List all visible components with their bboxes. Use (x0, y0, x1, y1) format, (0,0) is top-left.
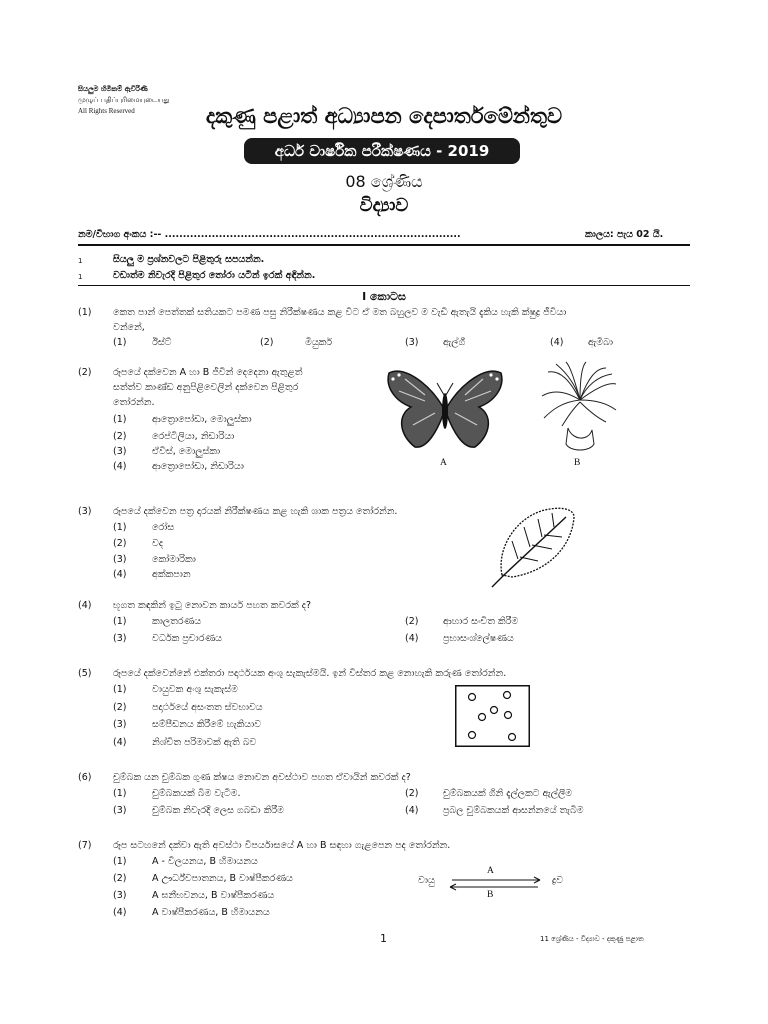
q3-option-3[interactable]: කෝමාරිකා (152, 554, 196, 565)
q5-text-line-1: රූපයේ දක්වෙන්නේ එක්තරා පදාර්ථයක අංශු සැකැස්මයි. ඉන් විස්තර කළ නොහැකි කරුණ තෝරන්න. (113, 668, 507, 679)
q1-text-line-2: වන්නේ, (113, 322, 145, 333)
diagram-top-label: A (487, 866, 494, 876)
rights-line-1: සියලුම හිමිකම් ඇවිරිණි (78, 85, 148, 93)
particle-arrangement-diagram (455, 685, 530, 747)
q3-option-2-num: (2) (113, 538, 127, 549)
q6-option-3-num: (3) (113, 805, 127, 816)
grade-title: 08 ශ්‍රේණිය (345, 172, 423, 191)
q1-option-2[interactable]: මියුකර් (305, 337, 333, 348)
leaf-illustration (490, 505, 580, 590)
instruction-mark-1: 1 (78, 257, 83, 265)
part-title: I කොටස (362, 290, 406, 303)
q6-option-2-num: (2) (405, 788, 419, 799)
figure-label-a: A (440, 458, 447, 468)
q4-text-line-1: භූගත කඳකින් ඉටු නොවන කාර්ය පහත කවරක් ද? (113, 600, 312, 611)
sea-anemone-illustration (540, 360, 620, 455)
footer-text: 11 ශ්‍රේණිය - විද්‍යාව - දකුණු පළාත (540, 935, 644, 943)
q2-number: (2) (78, 367, 92, 378)
time-label: කාලය: පැය 02 යි. (585, 229, 664, 240)
q1-option-2-num: (2) (260, 337, 274, 348)
q1-option-4-num: (4) (550, 337, 564, 348)
divider-top (78, 244, 690, 246)
q2-text-line-2: සත්ත්ව කාණ්ඩ අනුපිළිවෙලින් දක්වෙන පිළිතුර (113, 382, 299, 393)
q1-option-3-num: (3) (405, 337, 419, 348)
q5-option-1-num: (1) (113, 684, 127, 695)
exam-title-badge (244, 138, 520, 164)
q7-option-4[interactable]: A වාෂ්පීකරණය, B හිමායනය (152, 907, 270, 918)
q4-number: (4) (78, 600, 92, 611)
q1-option-4[interactable]: ඇමීබා (588, 337, 613, 348)
name-field-label: නම/විභාග අංකය :-- .................................................................................. (78, 229, 461, 240)
q6-option-1[interactable]: චුම්බකයක් බිම වැටීම. (152, 788, 241, 799)
q4-option-1-num: (1) (113, 616, 127, 627)
exam-title: අර්ධ වාර්ෂික පරීක්ෂණය - 2019 (274, 142, 490, 160)
q2-option-2[interactable]: රෙප්ටිලියා, නිඩාරියා (152, 431, 235, 442)
diagram-bottom-label: B (487, 890, 494, 900)
q5-option-1[interactable]: වායුවක අංශු සැකැස්ම (152, 684, 238, 695)
instruction-1: සියලු ම ප්‍රශ්නවලට පිළිතුරු සපයන්න. (113, 254, 265, 265)
q4-option-2[interactable]: ආහාර සංචිත කිරීම (443, 616, 519, 627)
q3-option-4[interactable]: අක්කපාන (152, 569, 191, 580)
q5-number: (5) (78, 668, 92, 679)
department-title: දකුණු පළාත් අධ්‍යාපන දෙපාර්තමේන්තුව (205, 104, 563, 128)
page-number: 1 (380, 932, 387, 945)
q6-option-1-num: (1) (113, 788, 127, 799)
q2-text-line-1: රූපයේ දක්වෙන A හා B ජීවීන් දෙදෙනා ඇතුළත් (113, 367, 303, 378)
rights-line-3: All Rights Reserved (78, 107, 135, 115)
q5-option-4-num: (4) (113, 737, 127, 748)
q7-option-1-num: (1) (113, 856, 127, 867)
q6-text-line-1: චුම්බක යන චුම්බක ගුණ ක්ෂය නොවන අවස්ථාව පහත ඒවායින් කවරක් ද? (113, 772, 411, 783)
instruction-2: වඩාත්ම නිවැරදි පිළිතුර තෝරා යටින් ඉරක් අඳින්න. (113, 270, 316, 281)
q7-option-3[interactable]: A ඝනීභවනය, B වාෂ්පීකරණය (152, 890, 275, 901)
q3-option-3-num: (3) (113, 554, 127, 565)
q5-option-2[interactable]: පදාර්ථයේ අසංතත ස්වභාවය (152, 702, 263, 713)
q6-option-3[interactable]: චුම්බක නිවැරදි ලෙස ගබඩා කිරීම (152, 805, 284, 816)
q7-option-1[interactable]: A - විලයනය, B හිමායනය (152, 856, 258, 867)
q7-option-2-num: (2) (113, 873, 127, 884)
q2-option-2-num: (2) (113, 431, 127, 442)
q4-option-4[interactable]: ප්‍රභාසංශ්ලේෂණය (443, 633, 514, 644)
q3-option-1-num: (1) (113, 522, 127, 533)
q7-option-4-num: (4) (113, 907, 127, 918)
q3-option-4-num: (4) (113, 569, 127, 580)
q2-option-3-num: (3) (113, 446, 127, 457)
q3-option-1[interactable]: රෝස (152, 522, 175, 533)
q5-option-3-num: (3) (113, 719, 127, 730)
q1-number: (1) (78, 307, 92, 318)
q6-number: (6) (78, 772, 92, 783)
rights-line-2: முழுப் பதிப்புரிமையுடையது (78, 96, 170, 104)
state-change-arrows (448, 876, 542, 892)
diagram-right-label: ද්‍රව (552, 875, 564, 886)
q1-option-1[interactable]: ඊස්ට් (152, 337, 172, 348)
q6-option-4[interactable]: ප්‍රබල චුම්බකයක් ආසන්නයේ තැබීම (443, 805, 584, 816)
q4-option-2-num: (2) (405, 616, 419, 627)
q7-option-2[interactable]: A ඌර්ධ්වපාතනය, B වාෂ්පීකරණය (152, 873, 293, 884)
q2-option-3[interactable]: ඒවීස්, මොලුස්කා (152, 446, 221, 457)
q3-text-line-1: රූපයේ දක්වෙන පත්‍ර දාරයක් නිරීක්ෂණය කළ හැකි ශාක පත්‍රය තෝරන්න. (113, 506, 398, 517)
figure-label-b: B (574, 458, 581, 468)
subject-title: විද්‍යාව (359, 195, 409, 216)
q3-number: (3) (78, 506, 92, 517)
q5-option-4[interactable]: නිශ්චිත පරිමාවක් ඇති බව (152, 737, 257, 748)
q2-option-1[interactable]: ආත්‍රොපෝඩා, මොලුස්කා (152, 414, 252, 425)
q1-option-1-num: (1) (113, 337, 127, 348)
diagram-left-label: වායු (418, 875, 435, 886)
q7-number: (7) (78, 840, 92, 851)
q1-text-line-1: කෙත පාන් පෙත්තක් සතියකට පමණ පසු නිරීක්ෂණය කළ විට ඒ මත බහුලව ම වැඩී ඇතැයි දැකිය හැකි ක්ෂුද්‍ර ජීවියා (113, 307, 567, 318)
q4-option-3[interactable]: වර්ධක ප්‍රචාරණය (152, 633, 222, 644)
butterfly-illustration (385, 365, 505, 455)
q2-option-4[interactable]: ආත්‍රොපෝඩා, නිඩාරියා (152, 461, 244, 472)
q4-option-1[interactable]: කාලතරණය (152, 616, 202, 627)
q3-option-2[interactable]: වද (152, 538, 164, 549)
q6-option-4-num: (4) (405, 805, 419, 816)
q6-option-2[interactable]: චුම්බකයක් ගිනි දැල්ලකට ඇල්ලීම (443, 788, 573, 799)
q7-option-3-num: (3) (113, 890, 127, 901)
q5-option-3[interactable]: සම්පීඩනය කිරීමේ හැකියාව (152, 719, 262, 730)
q4-option-3-num: (3) (113, 633, 127, 644)
q2-option-4-num: (4) (113, 461, 127, 472)
instruction-mark-2: 1 (78, 273, 83, 281)
q5-option-2-num: (2) (113, 702, 127, 713)
q7-text-line-1: රූප සටහනේ දක්වා ඇති අවස්ථා විපර්යාසයේ A හා B සඳහා ගැළපෙන පද තෝරන්න. (113, 840, 451, 851)
q4-option-4-num: (4) (405, 633, 419, 644)
q2-text-line-3: තෝරන්න. (113, 397, 155, 408)
divider-bottom (78, 285, 690, 286)
q1-option-3[interactable]: ඇල්ගී (443, 337, 466, 348)
q2-option-1-num: (1) (113, 414, 127, 425)
